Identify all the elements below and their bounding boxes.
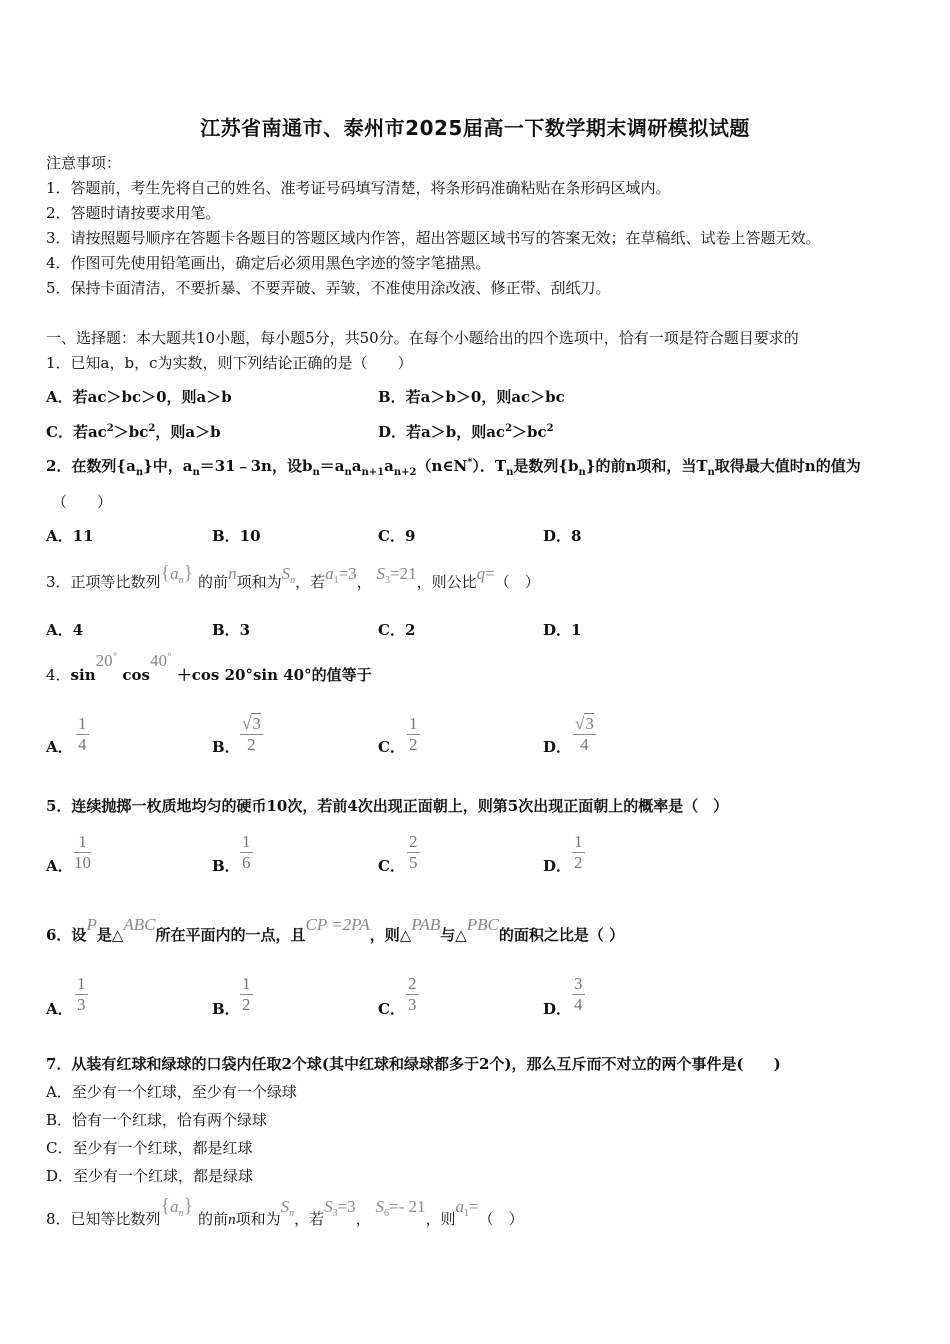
q4-option-b-label: B． xyxy=(212,738,240,756)
q3-stem: 3．正项等比数列$\{a_n\}$ 的前n项和为$S_n$，若$a_1=3$， $S_3=21$，则公比q=（ ） xyxy=(46,562,540,591)
q6-option-d-fraction: 3 4 xyxy=(574,974,583,1014)
q6-option-d-label: D． xyxy=(543,1000,572,1018)
q2-stem: 2．在数列$\{a_n\}$中，$a_n=31﹣3n$，设$b_n=a_na_{n+1}a_{n+2}(n\in N^*)$．$T_n$是数列$\{b_n\}$的前n项和，当$T_n$取得最大值时n的值为 xyxy=(46,457,861,478)
q4-option-d-label: D． xyxy=(543,738,572,756)
q2-option-b: B．10 xyxy=(212,527,261,545)
page-title: 江苏省南通市、泰州市2025届高一下数学期末调研模拟试题 xyxy=(200,116,750,140)
q5-option-c-label: C． xyxy=(378,857,405,875)
q7-option-b: B．恰有一个红球，恰有两个绿球 xyxy=(46,1111,268,1129)
q1-option-a: A．若ac＞bc＞0，则a＞b xyxy=(46,388,232,406)
q4-option-d-fraction: √3 4 xyxy=(575,714,594,754)
q8-stem: 8．已知等比数列$\{a_n\}$ 的前n项和为$S_n$，若$S_3=3$， $S_6=-$ 21，则$a_1=$（ ） xyxy=(46,1195,524,1228)
q6-option-a-label: A． xyxy=(46,1000,73,1018)
q5-option-b-label: B． xyxy=(212,857,240,875)
q3-option-a: A．4 xyxy=(46,621,84,639)
q6-option-c-label: C． xyxy=(378,1000,405,1018)
notice-item: 3．请按照题号顺序在答题卡各题目的答题区域内作答，超出答题区域书写的答案无效；在草稿纸、试卷上答题无效。 xyxy=(46,229,821,247)
q3-option-b: B．3 xyxy=(212,621,251,639)
notice-item: 4．作图可先使用铅笔画出，确定后必须用黑色字迹的签字笔描黑。 xyxy=(46,254,491,272)
q7-option-a: A．至少有一个红球，至少有一个绿球 xyxy=(46,1083,297,1101)
notice-heading: 注意事项： xyxy=(46,154,122,172)
q4-option-a-fraction: 1 4 xyxy=(78,714,87,754)
q1-option-b: B．若a＞b＞0，则ac＞bc xyxy=(378,388,565,406)
notice-item: 5．保持卡面清洁，不要折暴、不要弄破、弄皱，不准使用涂改液、修正带、刮纸刀。 xyxy=(46,279,611,297)
q6-stem: 6．设P是△ABC所在平面内的一点，且CP =2PA，则△PAB与△PBC的面积之比是（ ） xyxy=(46,915,625,944)
q5-option-d-fraction: 1 2 xyxy=(574,832,583,872)
q5-option-d-label: D． xyxy=(543,857,572,875)
q7-option-c: C．至少有一个红球，都是红球 xyxy=(46,1139,253,1157)
q2-option-d: D．8 xyxy=(543,527,582,545)
q1-option-d: D．若a＞b，则$ac^2>bc^2$ xyxy=(378,423,554,441)
q2-paren: （ ） xyxy=(52,493,113,511)
q2-option-c: C．9 xyxy=(378,527,416,545)
q7-stem: 7．从装有红球和绿球的口袋内任取2个球(其中红球和绿球都多于2个)，那么互斥而不对立的两个事件是( ) xyxy=(46,1055,781,1073)
q4-option-a-label: A． xyxy=(46,738,73,756)
q3-option-d: D．1 xyxy=(543,621,582,639)
notice-item: 1．答题前，考生先将自己的姓名、准考证号码填写清楚，将条形码准确粘贴在条形码区域内。 xyxy=(46,179,671,197)
q4-option-b-fraction: √3 2 xyxy=(242,714,261,754)
q6-option-b-fraction: 1 2 xyxy=(242,974,251,1014)
notice-item: 2．答题时请按要求用笔。 xyxy=(46,204,221,222)
q5-option-c-fraction: 2 5 xyxy=(409,832,418,872)
q5-option-a-label: A． xyxy=(46,857,73,875)
q5-stem: 5．连续抛掷一枚质地均匀的硬币10次，若前4次出现正面朝上，则第5次出现正面朝上的概率是（ ） xyxy=(46,797,729,815)
q7-option-d: D．至少有一个红球，都是绿球 xyxy=(46,1167,254,1185)
q3-option-c: C．2 xyxy=(378,621,416,639)
q6-option-b-label: B． xyxy=(212,1000,240,1018)
q4-option-c-fraction: 1 2 xyxy=(409,714,418,754)
q2-option-a: A．11 xyxy=(46,527,94,545)
q5-option-a-fraction: 1 10 xyxy=(74,832,91,872)
q5-option-b-fraction: 1 6 xyxy=(242,832,251,872)
q6-option-c-fraction: 2 3 xyxy=(408,974,417,1014)
section-heading: 一、选择题：本大题共10小题，每小题5分，共50分。在每个小题给出的四个选项中，恰有一项是符合题目要求的 xyxy=(46,329,799,347)
q6-option-a-fraction: 1 3 xyxy=(77,974,86,1014)
q1-option-c: C．若$ac^2>bc^2$，则a＞b xyxy=(46,423,221,441)
q4-option-c-label: C． xyxy=(378,738,405,756)
q4-stem: 4．sin20° cos40° ＋cos 20°sin 40°的值等于 xyxy=(46,651,372,684)
q1-stem: 1．已知a，b，c为实数，则下列结论正确的是（ ） xyxy=(46,354,413,372)
